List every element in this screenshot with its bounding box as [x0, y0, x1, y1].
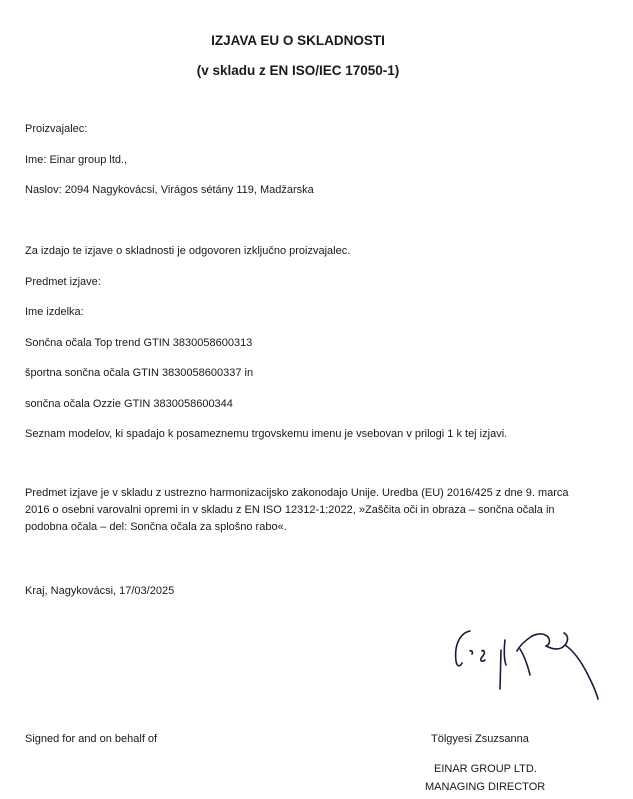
document-subtitle: (v skladu z EN ISO/IEC 17050-1): [196, 63, 400, 78]
conformity-statement: Predmet izjave je v skladu z ustrezno harmonizacijsko zakonodajo Unije. Uredba (EU) 2016/425 z dne 9. marca 2016 o osebni varovalni opremi in v skladu z EN ISO 12312-1:2022, »Zaščita oči in obraza – sončna očala in podobna očala – del: Sončna očala za splošno rabo«.: [25, 487, 569, 533]
manufacturer-heading: Proizvajalec:: [25, 123, 88, 135]
manufacturer-name: Ime: Einar group ltd.,: [25, 154, 128, 166]
product-line: Sončna očala Top trend GTIN 3830058600313: [25, 337, 253, 349]
place-date: Kraj, Nagykovácsi, 17/03/2025: [25, 585, 175, 597]
subject-heading: Predmet izjave:: [25, 276, 101, 288]
signature-image: [448, 623, 608, 703]
signatory-role: MANAGING DIRECTOR: [425, 781, 546, 793]
signed-for-label: Signed for and on behalf of: [25, 733, 158, 745]
product-line: športna sončna očala GTIN 3830058600337 in: [25, 367, 254, 379]
signatory-name: Tölgyesi Zsuzsanna: [431, 733, 529, 745]
product-name-heading: Ime izdelka:: [25, 306, 84, 318]
responsibility-statement: Za izdajo te izjave o skladnosti je odgovoren izključno proizvajalec.: [25, 245, 351, 257]
company-name: EINAR GROUP LTD.: [434, 763, 537, 775]
manufacturer-address: Naslov: 2094 Nagykovácsi, Virágos sétány 119, Madžarska: [25, 184, 314, 196]
product-line: sončna očala Ozzie GTIN 3830058600344: [25, 398, 233, 410]
document-title: IZJAVA EU O SKLADNOSTI: [211, 33, 385, 48]
models-note: Seznam modelov, ki spadajo k posameznemu trgovskemu imenu je vsebovan v prilogi 1 k tej izjavi.: [25, 428, 508, 440]
